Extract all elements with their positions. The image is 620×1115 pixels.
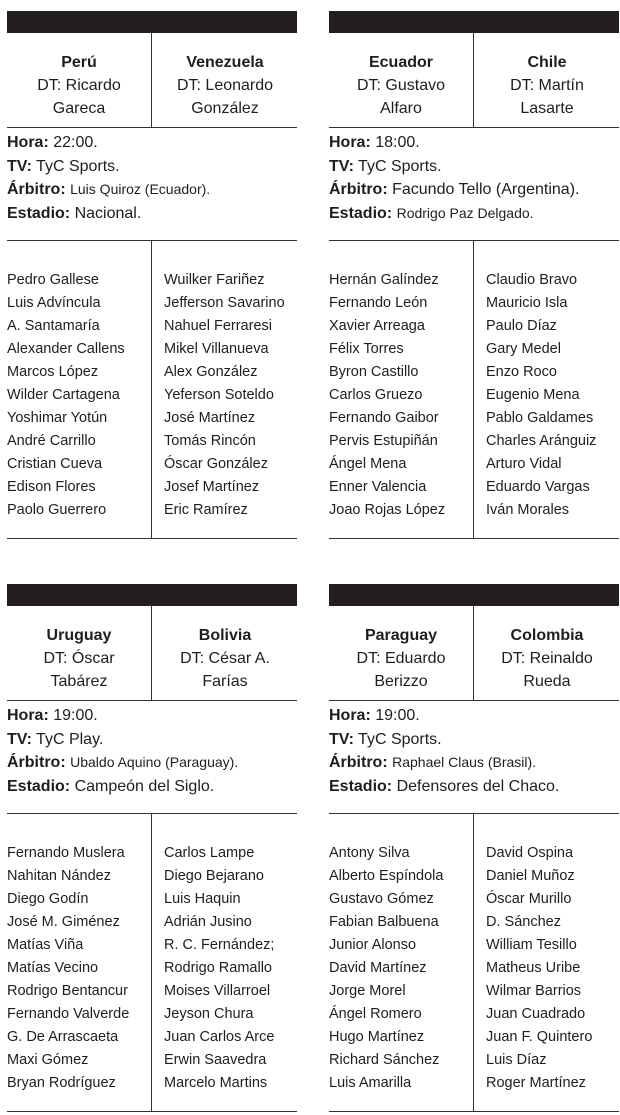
player-name: Eugenio Mena [486,387,580,403]
player-name: Juan F. Quintero [486,1029,593,1045]
player-name: Wilder Cartagena [7,387,120,403]
match-card [329,11,619,541]
info-tv [329,155,620,179]
info-label: Hora: [7,707,49,724]
player-name: Hernán Galíndez [329,272,439,288]
coach-name: DT: Martín [510,77,584,94]
player-name: Moises Villarroel [164,983,271,999]
player-name: Pervis Estupiñán [329,433,438,449]
info-value: TyC Play. [36,730,104,748]
lineup-away [486,269,596,522]
player-name: Fernando Valverde [7,1006,130,1022]
player-name: Enner Valencia [329,479,427,495]
info-hora [329,704,620,728]
team-name: Venezuela [186,54,264,71]
match-info [329,131,620,225]
player-name: Nahuel Ferraresi [164,318,272,334]
separator-line [7,240,297,241]
team-divider [473,606,474,700]
team-name: Bolivia [198,627,252,644]
away-team [153,624,297,693]
player-name: Gary Medel [486,341,561,357]
home-team [329,624,473,693]
player-name: Roger Martínez [486,1075,586,1091]
player-name: Rodrigo Bentancur [7,983,128,999]
header-bar [329,584,619,606]
info-value: 18:00. [375,134,420,151]
info-tv [7,155,307,179]
player-name: Erwin Saavedra [164,1052,267,1068]
player-name: Fernando Gaibor [329,410,439,426]
player-name: Luis Haquin [164,891,241,907]
player-name: Luis Amarilla [329,1075,412,1091]
player-name: Josef Martínez [164,479,260,495]
coach-name: DT: Óscar [43,650,115,667]
player-name: Tomás Rincón [164,433,256,449]
info-arbitro [7,178,307,202]
player-name: D. Sánchez [486,914,561,930]
player-name: Óscar González [164,456,268,472]
separator-line [329,127,619,128]
info-label: TV: [7,730,32,748]
match-card [7,584,297,1114]
team-name: Chile [527,54,567,71]
player-name: Joao Rojas López [329,502,446,518]
team-name: Paraguay [364,627,438,644]
info-value: Defensores del Chaco. [396,777,560,795]
lineup-home [329,842,443,1095]
player-name: Marcelo Martins [164,1075,268,1091]
player-name: Óscar Murillo [486,891,572,907]
player-name: Paulo Díaz [486,318,557,334]
player-name: Ángel Mena [329,456,407,472]
info-label: Hora: [329,707,371,724]
match-card [7,11,297,541]
coach-name: DT: Ricardo [37,77,121,94]
info-estadio [329,202,620,226]
player-name: Richard Sánchez [329,1052,440,1068]
player-name: Adrián Jusino [164,914,252,930]
player-name: Hugo Martínez [329,1029,425,1045]
player-divider [473,240,474,538]
info-value: TyC Sports. [358,157,442,175]
coach-name: DT: Reinaldo [501,650,593,667]
info-value: Nacional. [74,204,142,222]
team-divider [151,33,152,127]
info-arbitro [329,751,620,775]
coach-name: Alfaro [380,100,422,117]
separator-line [329,538,619,539]
player-divider [473,813,474,1111]
player-name: Wuilker Fariñez [164,272,265,288]
player-name: A. Santamaría [7,318,100,334]
home-team [7,624,151,693]
player-name: José Martínez [164,410,256,426]
info-label: Árbitro: [329,181,388,198]
info-label: TV: [329,730,354,748]
away-team [475,624,619,693]
info-label: Estadio: [329,204,393,222]
info-value: Campeón del Siglo. [74,777,215,795]
info-value: 22:00. [53,134,98,151]
info-label: Hora: [329,134,371,151]
team-divider [473,33,474,127]
player-name: Matheus Uribe [486,960,581,976]
player-name: Edison Flores [7,479,96,495]
separator-line [329,813,619,814]
team-name: Perú [61,54,97,71]
player-divider [151,813,152,1111]
away-team [153,51,297,120]
coach-name: DT: César A. [180,650,270,667]
info-label: TV: [7,157,32,175]
match-info [7,704,307,798]
player-name: Fernando Muslera [7,845,125,861]
lineup-away [486,842,592,1095]
player-name: Eduardo Vargas [486,479,590,495]
coach-name: DT: Gustavo [356,77,446,94]
player-name: Enzo Roco [486,364,557,380]
info-hora [7,704,307,728]
player-name: Antony Silva [329,845,410,861]
player-name: Maxi Gómez [7,1052,89,1068]
info-label: Árbitro: [7,754,66,771]
player-name: Arturo Vidal [486,456,562,472]
home-team [7,51,151,120]
player-name: Juan Cuadrado [486,1006,586,1022]
info-value: Luis Quiroz (Ecuador). [70,181,211,197]
separator-line [329,240,619,241]
lineup-home [7,269,125,522]
player-name: Byron Castillo [329,364,419,380]
player-name: R. C. Fernández; [164,937,275,953]
home-team [329,51,473,120]
info-estadio [7,202,307,226]
player-name: Marcos López [7,364,99,380]
player-name: Alex González [164,364,258,380]
info-estadio [7,775,307,799]
coach-name: Farías [202,673,248,690]
info-label: Estadio: [329,777,393,795]
coach-name: Berizzo [374,673,428,690]
lineup-away [164,269,285,522]
separator-line [7,813,297,814]
player-name: Yoshimar Yotún [7,410,108,426]
team-name: Colombia [510,627,584,644]
player-name: Diego Bejarano [164,868,264,884]
separator-line [7,700,297,701]
player-name: Matías Viña [7,937,84,953]
player-name: William Tesillo [486,937,577,953]
coach-name: DT: Leonardo [176,77,274,94]
team-name: Uruguay [46,627,112,644]
player-name: Mikel Villanueva [164,341,269,357]
coach-name: Rueda [523,673,571,690]
player-name: Diego Godín [7,891,89,907]
player-name: Alberto Espíndola [329,868,444,884]
separator-line [7,1111,297,1112]
player-name: Félix Torres [329,341,404,357]
separator-line [329,1111,619,1112]
player-name: Fernando León [329,295,428,311]
away-team [475,51,619,120]
info-arbitro [7,751,307,775]
player-name: Claudio Bravo [486,272,578,288]
info-label: Árbitro: [7,181,66,198]
player-name: Charles Aránguiz [486,433,597,449]
match-info [7,131,307,225]
info-label: Estadio: [7,777,71,795]
info-value: 19:00. [53,707,98,724]
player-name: José M. Giménez [7,914,120,930]
info-value: Facundo Tello (Argentina). [392,181,580,198]
player-name: Yeferson Soteldo [164,387,274,403]
player-divider [151,240,152,538]
player-name: Luis Díaz [486,1052,547,1068]
player-name: Luis Advíncula [7,295,101,311]
team-divider [151,606,152,700]
player-name: David Martínez [329,960,427,976]
info-value: Rodrigo Paz Delgado. [396,204,534,221]
player-name: Pedro Gallese [7,272,99,288]
coach-name: Lasarte [520,100,574,117]
separator-line [7,127,297,128]
info-arbitro [329,178,620,202]
player-name: Jorge Morel [329,983,406,999]
player-name: Pablo Galdames [486,410,594,426]
separator-line [329,700,619,701]
info-tv [329,728,620,752]
coach-name: Gareca [52,100,106,117]
player-name: Gustavo Gómez [329,891,434,907]
player-name: Rodrigo Ramallo [164,960,272,976]
info-tv [7,728,307,752]
team-name: Ecuador [368,54,433,71]
header-bar [7,584,297,606]
player-name: Fabian Balbuena [329,914,439,930]
separator-line [7,538,297,539]
player-name: Jefferson Savarino [164,295,285,311]
match-info [329,704,620,798]
player-name: Ángel Romero [329,1006,422,1022]
player-name: Daniel Muñoz [486,868,575,884]
player-name: Nahitan Nández [7,868,111,884]
info-value: TyC Sports. [358,730,442,748]
player-name: Mauricio Isla [486,295,568,311]
player-name: Juan Carlos Arce [164,1029,275,1045]
player-name: Wilmar Barrios [486,983,582,999]
player-name: David Ospina [486,845,574,861]
player-name: Xavier Arreaga [329,318,425,334]
match-card [329,584,619,1114]
player-name: Matías Vecino [7,960,99,976]
coach-name: Tabárez [50,673,108,690]
player-name: Paolo Guerrero [7,502,107,518]
info-hora [329,131,620,155]
player-name: Eric Ramírez [164,502,248,518]
player-name: Carlos Lampe [164,845,255,861]
info-value: Raphael Claus (Brasil). [392,754,537,770]
info-label: Árbitro: [329,754,388,771]
coach-name: DT: Eduardo [356,650,446,667]
player-name: Carlos Gruezo [329,387,423,403]
info-estadio [329,775,620,799]
header-bar [7,11,297,33]
player-name: Cristian Cueva [7,456,103,472]
player-name: Junior Alonso [329,937,417,953]
info-label: Estadio: [7,204,71,222]
player-name: Bryan Rodríguez [7,1075,116,1091]
info-label: Hora: [7,134,49,151]
coach-name: González [191,100,259,117]
info-value: Ubaldo Aquino (Paraguay). [70,754,239,770]
lineup-home [7,842,129,1095]
player-name: Alexander Callens [7,341,125,357]
lineup-away [164,842,274,1095]
lineup-home [329,269,445,522]
info-label: TV: [329,157,354,175]
info-value: 19:00. [375,707,420,724]
player-name: Jeyson Chura [164,1006,254,1022]
info-hora [7,131,307,155]
player-name: André Carrillo [7,433,96,449]
header-bar [329,11,619,33]
player-name: Iván Morales [486,502,570,518]
player-name: G. De Arrascaeta [7,1029,119,1045]
info-value: TyC Sports. [36,157,120,175]
